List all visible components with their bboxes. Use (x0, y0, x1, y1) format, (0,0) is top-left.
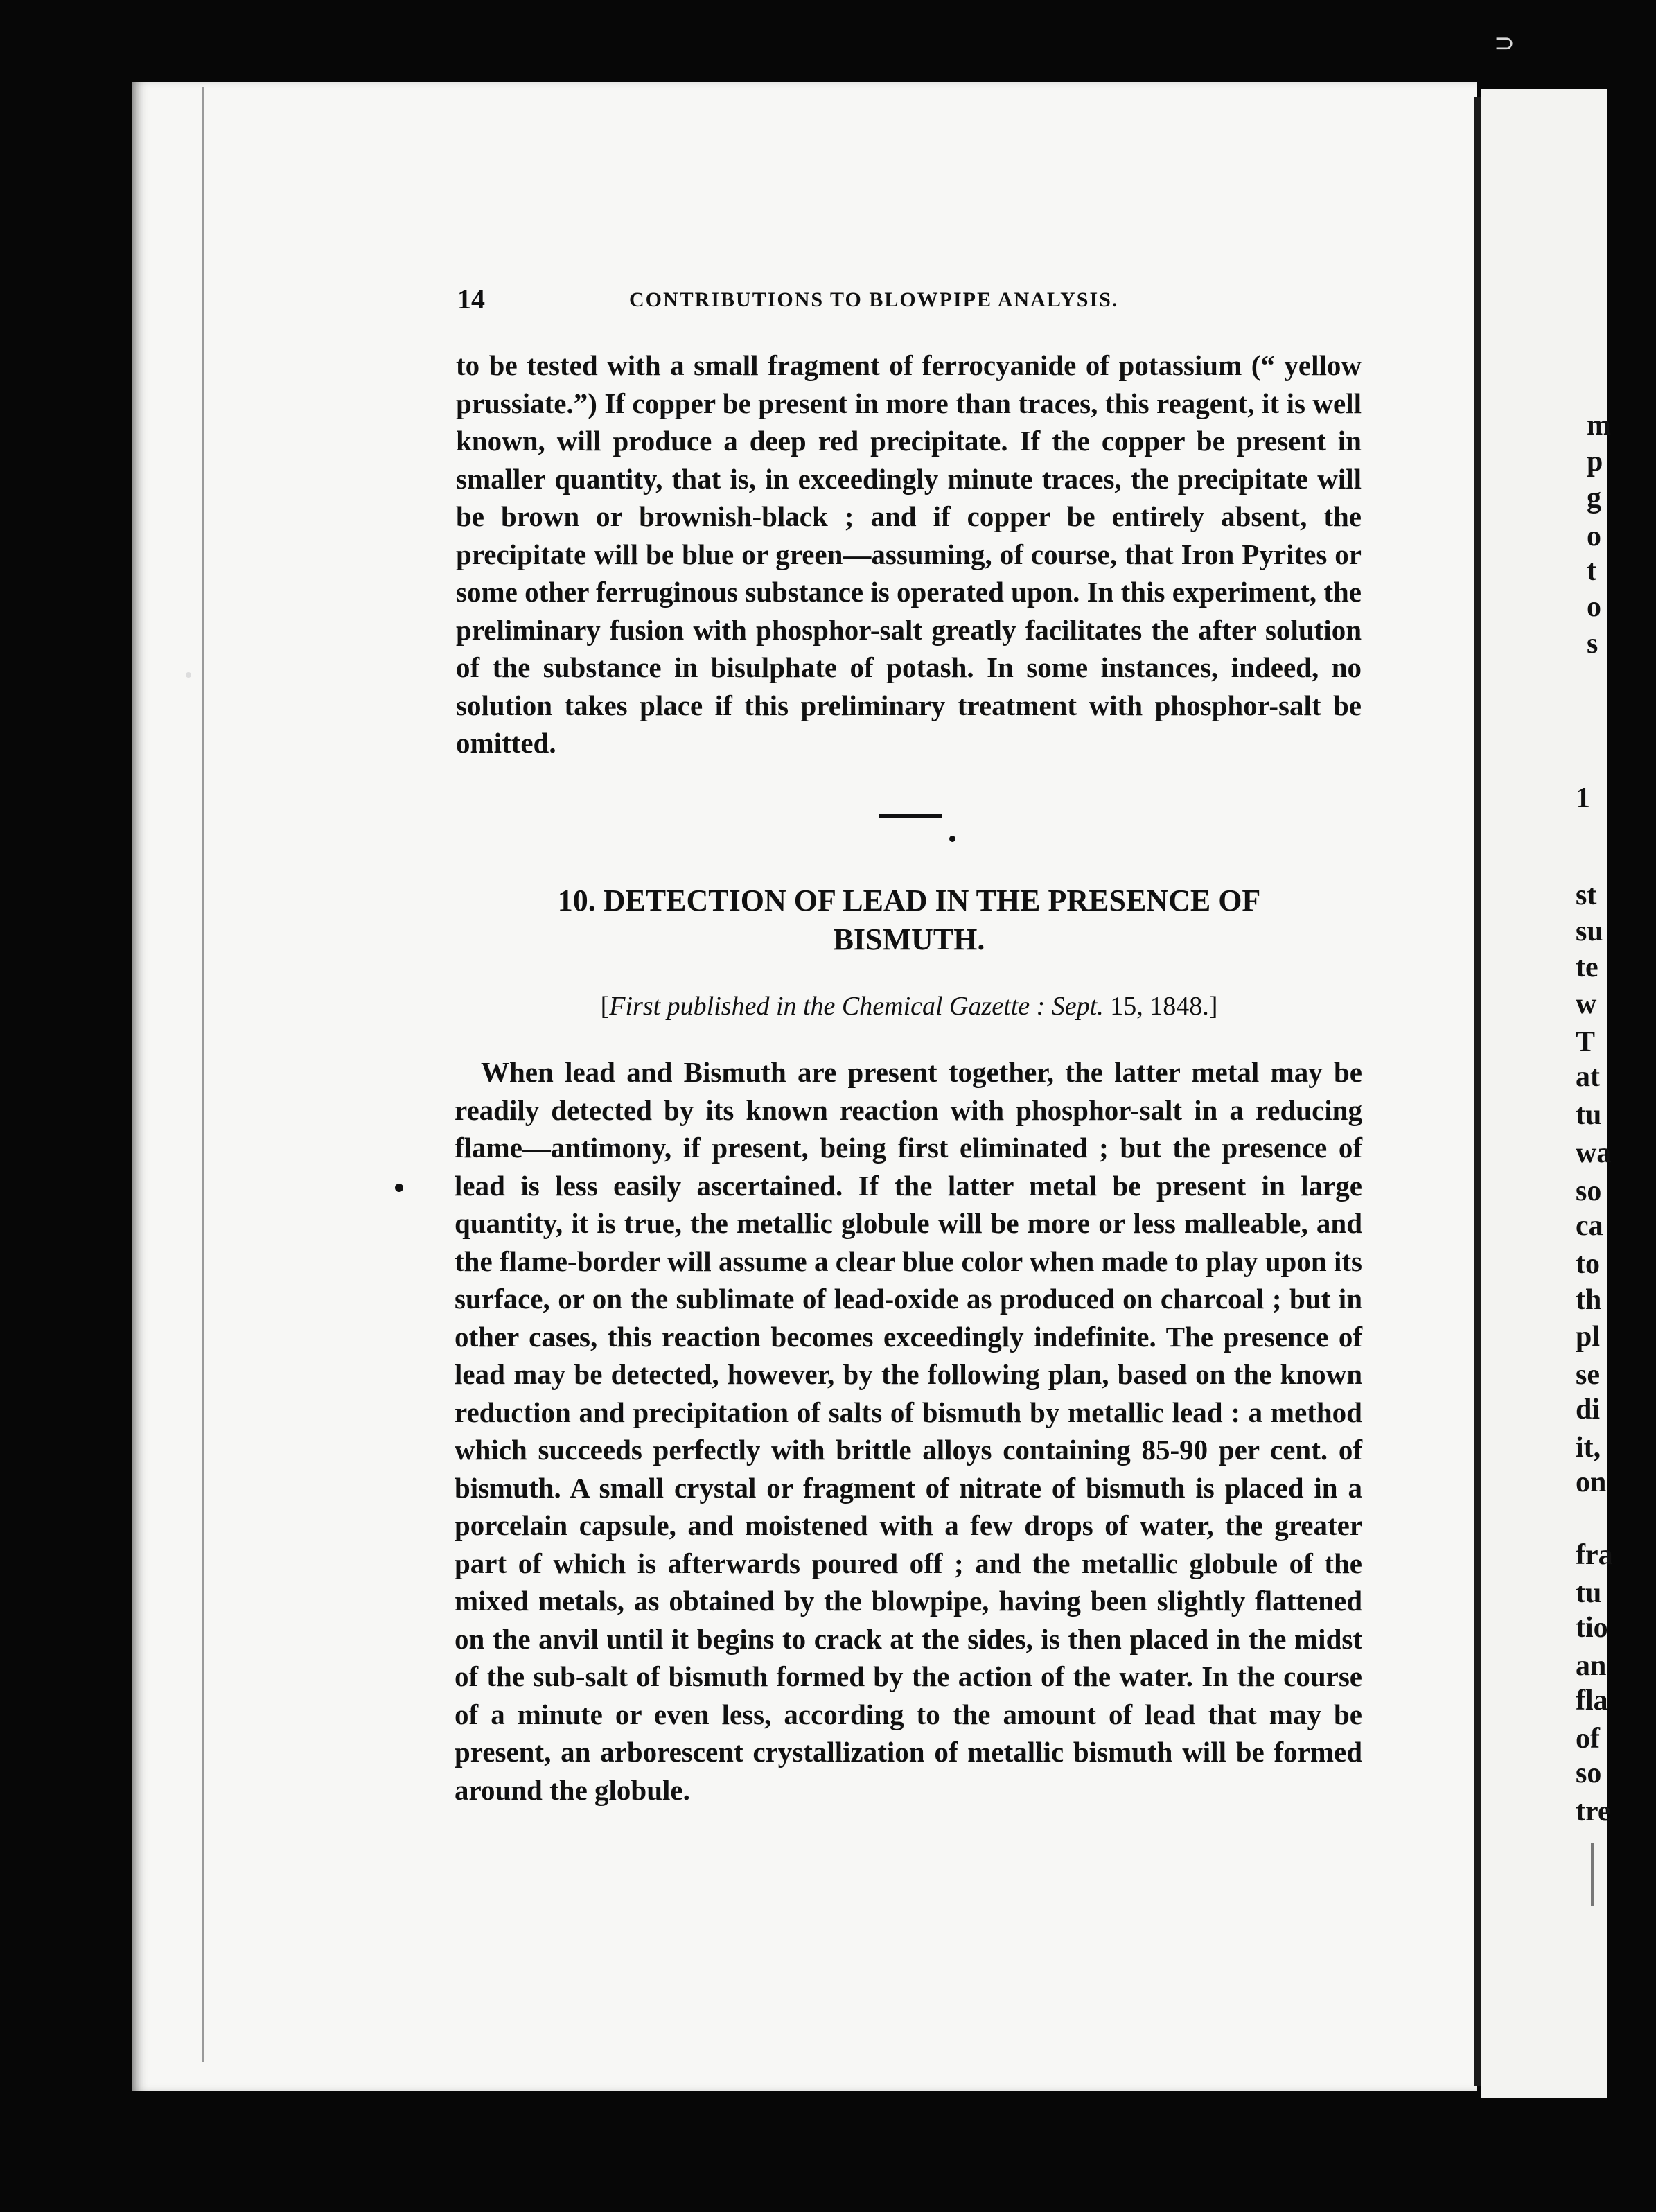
adjacent-page-fragment: th (1576, 1284, 1602, 1316)
adjacent-page-fragment: tio (1576, 1612, 1608, 1644)
adjacent-page-fragment: st (1576, 879, 1597, 911)
adjacent-page-fragment: m (1587, 410, 1611, 441)
section-separator (879, 814, 942, 818)
section-title-line-1: 10. DETECTION OF LEAD IN THE PRESENCE OF (557, 884, 1261, 918)
citation-italic: First published in the Chemical Gazette : Sept. (609, 992, 1104, 1021)
adjacent-page-fragment: t (1587, 555, 1596, 587)
adjacent-page-fragment: fla (1576, 1685, 1608, 1717)
paragraph-continued: to be tested with a small fragment of ferrocyanide of potassium (“ yellow prussiate.”) If copper be present in more than traces, this reagent, it is well known, will produce a deep red precipitate. If the copper be present in smaller quantity, that is, in exceedingly minute traces, the precipitate will be brown or brownish-black ; and if copper be entirely absent, the precipitate will be blue or green—assuming, of course, that Iron Pyrites or some other ferruginous substance is operated upon. In this experiment, the preliminary fusion with phosphor-salt greatly facilitates the after solution of the substance in bisulphate of potash. In some instances, indeed, no solution takes place if this preliminary treatment with phosphor-salt be omitted. (456, 349, 1362, 759)
adjacent-page-fragment: so (1576, 1757, 1602, 1789)
scan-speck (1591, 1843, 1594, 1906)
adjacent-page-fragment: tu (1576, 1577, 1602, 1609)
adjacent-page-fragment: on (1576, 1466, 1607, 1498)
scan-speck (186, 672, 191, 678)
adjacent-page-fragment: T (1576, 1026, 1596, 1058)
section-paragraph: When lead and Bismuth are present together, the latter metal may be readily detected by its known reaction with phosphor-salt in a reducing flame—antimony, if present, being first eliminated ; but the presence of lead is less easily ascertained. If the latter metal be present in large quantity, it is true, the metallic globule will be more or less malleable, and the flame-border will assume a clear blue color when made to play upon its surface, or on the sublimate of lead-oxide as produced on charcoal ; but in other cases, this reaction becomes exceedingly indefinite. The presence of lead may be detected, however, by the following plan, based on the known reduction and precipitation of salts of bismuth by metallic lead : a method which succeeds perfectly with brittle alloys containing 85-90 per cent. of bismuth. A small crystal or fragment of nitrate of bismuth is placed in a porcelain capsule, and moistened with a few drops of water, the greater part of which is afterwards poured off ; and the metallic globule of the mixed metals, as obtained by the blowpipe, having been slightly flattened on the anvil until it begins to crack at the sides, is then placed in the midst of the sub-salt of bismuth formed by the action of the water. In the course of a minute or even less, according to the amount of lead that may be present, an arborescent crystallization of metallic bismuth will be formed around the globule. (455, 1056, 1362, 1806)
adjacent-page-fragment: su (1576, 915, 1603, 947)
adjacent-page-fragment: p (1587, 446, 1603, 477)
adjacent-page-fragment: g (1587, 482, 1601, 514)
gutter-shadow (1474, 97, 1481, 2086)
separator-dot (949, 836, 955, 842)
adjacent-page-fragment: se (1576, 1359, 1600, 1391)
citation-suffix: 15, 1848.] (1103, 992, 1218, 1021)
adjacent-page-fragment: of (1576, 1723, 1600, 1755)
adjacent-page-fragment: 1 (1576, 782, 1590, 814)
adjacent-page-fragment: di (1576, 1394, 1601, 1425)
adjacent-page-fragment: o (1587, 520, 1601, 552)
page-header (457, 283, 1362, 324)
adjacent-page-fragment: ca (1576, 1210, 1603, 1242)
running-head: CONTRIBUTIONS TO BLOWPIPE ANALYSIS. (629, 288, 1119, 311)
page-fold-line (202, 87, 204, 2062)
adjacent-page-fragment: o (1587, 591, 1601, 623)
adjacent-page-fragment: wa (1576, 1137, 1612, 1169)
publication-citation (485, 991, 1333, 1021)
adjacent-page-fragment: s (1587, 628, 1598, 660)
section-title-line-2: BISMUTH. (833, 922, 985, 956)
adjacent-page-fragment: te (1576, 951, 1598, 983)
page-number: 14 (457, 283, 485, 315)
citation-prefix: [ (600, 992, 610, 1021)
adjacent-page-fragment: so (1576, 1175, 1602, 1207)
section-title (485, 881, 1333, 959)
scan-speck (395, 1184, 403, 1192)
adjacent-page-fragment: at (1576, 1061, 1600, 1093)
adjacent-page-fragment: w (1576, 988, 1597, 1020)
adjacent-page-fragment: tre (1576, 1796, 1611, 1827)
adjacent-page-fragment: it, (1576, 1432, 1601, 1464)
adjacent-page-fragment: tu (1576, 1099, 1602, 1131)
adjacent-page-fragment: pl (1576, 1321, 1601, 1353)
crop-mark: ⊃ (1494, 29, 1515, 58)
adjacent-page-fragment: fra (1576, 1539, 1613, 1571)
adjacent-page-fragment: an (1576, 1650, 1607, 1682)
adjacent-page-fragment: to (1576, 1248, 1600, 1280)
